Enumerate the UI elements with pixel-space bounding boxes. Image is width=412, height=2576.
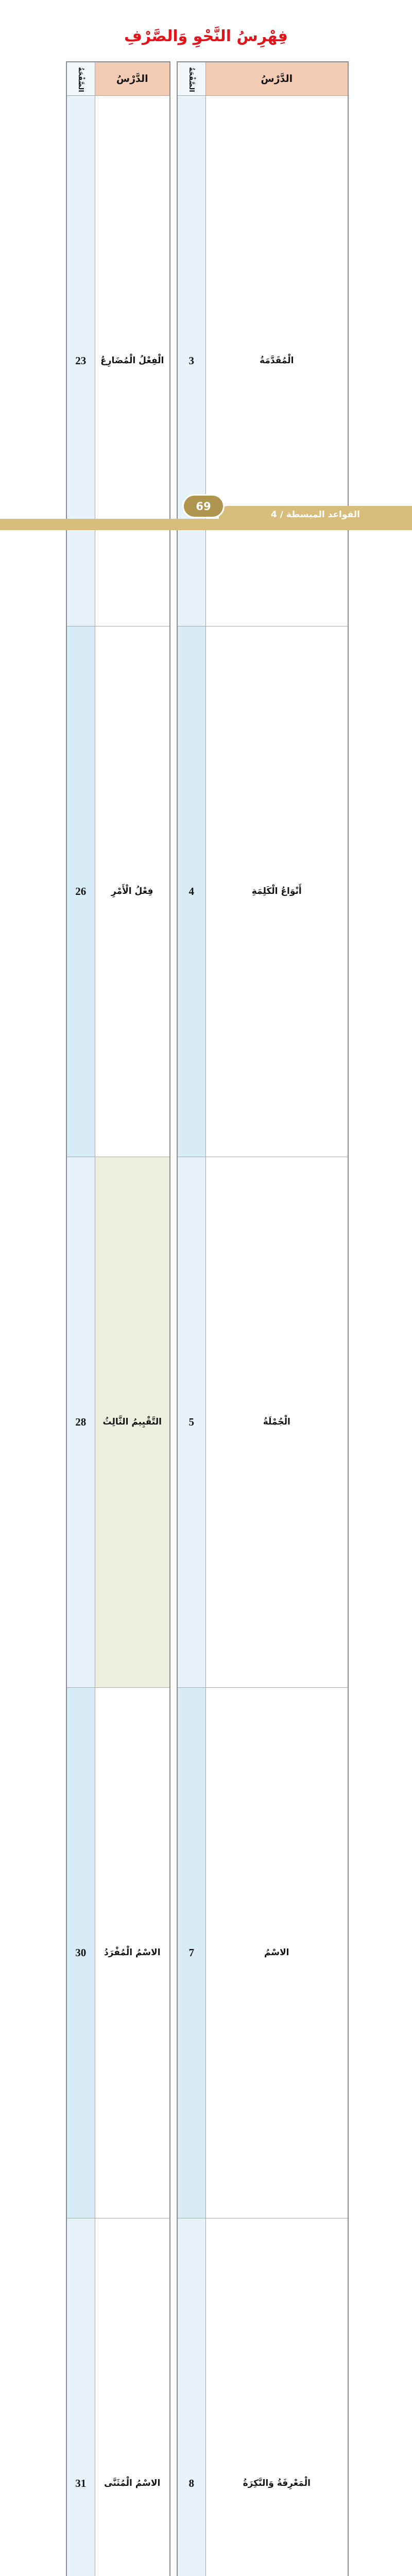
table-header-row: [66, 62, 170, 95]
lesson-title-cell: التَّقْيِيمُ الثَّالِثُ: [95, 1157, 170, 1687]
page-number-badge: [182, 494, 225, 518]
table-row: [177, 1157, 348, 1687]
page-number-cell: 8: [177, 2218, 205, 2576]
lesson-title-cell: الْفِعْلُ الْمُضَارِعُ: [95, 95, 170, 626]
index-table: [66, 61, 170, 2576]
table-row: [177, 626, 348, 1157]
lesson-title-cell: الاسْمُ الْمُثَنَّى: [95, 2218, 170, 2576]
lesson-title-cell: الْمَعْرِفَةُ وَالنَّكِرَةُ: [205, 2218, 348, 2576]
footer-bar: [219, 506, 412, 530]
lesson-title-cell: الاسْمُ: [205, 1687, 348, 2218]
page-number-cell: 5: [177, 1157, 205, 1687]
page-number-cell: 4: [177, 626, 205, 1157]
lesson-title-cell: الْمُقَدَّمَةُ: [205, 95, 348, 626]
page-number-cell: 3: [177, 95, 205, 626]
page-number-value: 69: [196, 500, 211, 513]
index-table-secondary: [66, 61, 170, 2576]
column-header-lesson: الدَّرْسُ: [95, 62, 170, 95]
page-number-cell: 30: [66, 1687, 95, 2218]
column-header-lesson: الدَّرْسُ: [205, 62, 348, 95]
column-header-page-label: الصَّفْحَةُ: [187, 67, 196, 93]
page-number-cell: 7: [177, 1687, 205, 2218]
table-row: [177, 1687, 348, 2218]
table-row: [177, 2218, 348, 2576]
column-header-page: [177, 62, 205, 95]
page-number-cell: 31: [66, 2218, 95, 2576]
lesson-title-cell: فِعْلُ الْأَمْرِ: [95, 626, 170, 1157]
index-table-primary: [177, 61, 349, 2576]
page-title: فِهْرِسُ النَّحْوِ وَالصَّرْفِ: [124, 27, 288, 45]
table-row: [66, 1687, 170, 2218]
page-number-cell: 28: [66, 1157, 95, 1687]
book-series-label: القواعد المبسطة / 4: [271, 510, 360, 520]
lesson-title-cell: الاسْمُ الْمُفْرَدُ: [95, 1687, 170, 2218]
lesson-title-cell: أَنْوَاعُ الْكَلِمَةِ: [205, 626, 348, 1157]
table-row: [66, 95, 170, 626]
column-header-page-label: الصَّفْحَةُ: [77, 67, 85, 93]
index-table: [177, 61, 349, 2576]
table-row: [66, 1157, 170, 1687]
table-row: [66, 2218, 170, 2576]
table-row: [66, 626, 170, 1157]
lesson-title-cell: الْجُمْلَةُ: [205, 1157, 348, 1687]
page-number-cell: 26: [66, 626, 95, 1157]
table-row: [177, 95, 348, 626]
column-header-page: [66, 62, 95, 95]
table-header-row: [177, 62, 348, 95]
page-number-cell: 23: [66, 95, 95, 626]
